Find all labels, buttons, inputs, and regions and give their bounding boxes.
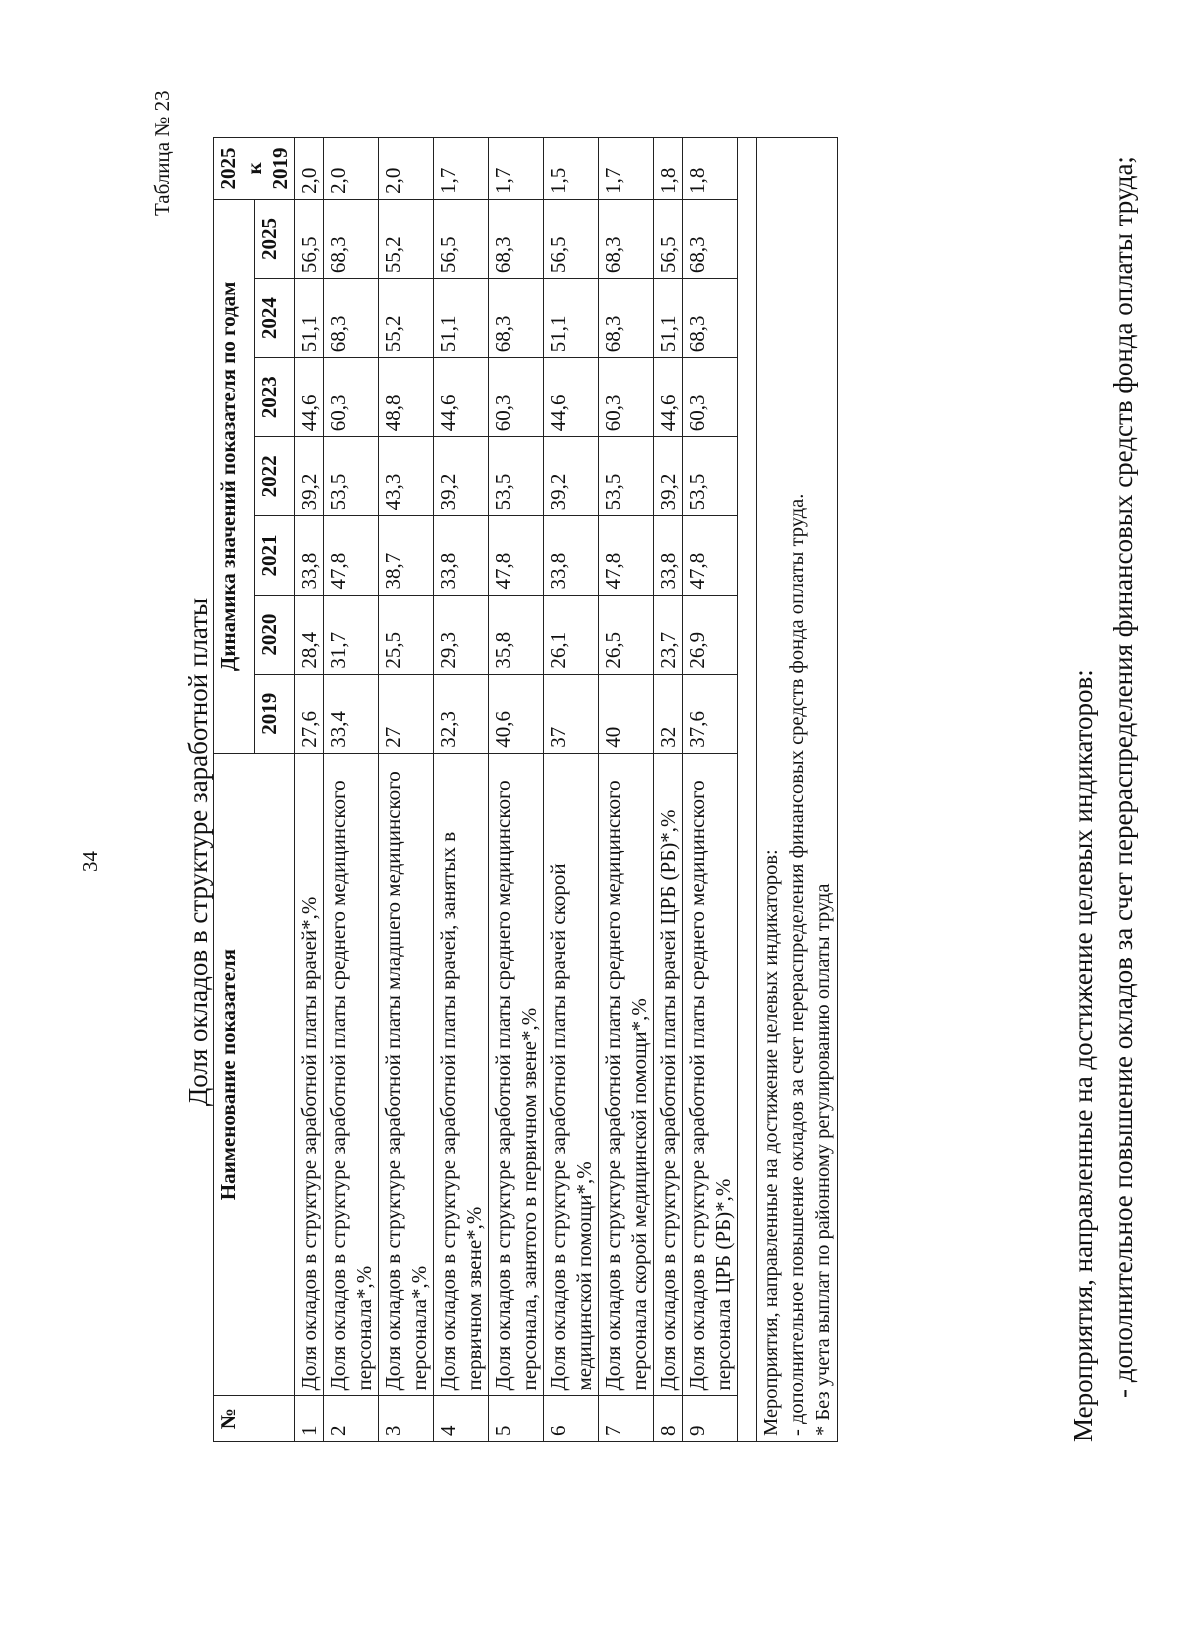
- notes-row: [757, 138, 838, 1442]
- row-name: Доля окладов в структуре заработной платы врачей ЦРБ (РБ)*,%: [654, 753, 683, 1396]
- cell-value: 40,6: [489, 674, 544, 753]
- cell-value: 26,1: [544, 595, 599, 674]
- cell-value: 37: [544, 674, 599, 753]
- spacer-row: [738, 138, 757, 1442]
- cell-value: 56,5: [434, 199, 489, 278]
- row-number: 5: [489, 1396, 544, 1442]
- cell-value: 33,8: [295, 516, 324, 595]
- header-row-1: [214, 138, 255, 1442]
- header-year: 2023: [254, 358, 295, 437]
- table-title: Доля окладов в структуре заработной платы: [183, 597, 213, 1107]
- cell-value: 53,5: [489, 437, 544, 516]
- row-number: 2: [324, 1396, 379, 1442]
- cell-ratio: 1,7: [599, 138, 654, 200]
- row-number: 7: [599, 1396, 654, 1442]
- cell-value: 44,6: [654, 358, 683, 437]
- cell-value: 33,8: [654, 516, 683, 595]
- cell-value: 33,8: [544, 516, 599, 595]
- cell-value: 53,5: [324, 437, 379, 516]
- cell-value: 68,3: [324, 279, 379, 358]
- row-name: Доля окладов в структуре заработной платы среднего медицинского персонала*,%: [324, 753, 379, 1396]
- cell-value: 56,5: [654, 199, 683, 278]
- cell-value: 33,4: [324, 674, 379, 753]
- header-year: 2020: [254, 595, 295, 674]
- cell-value: 25,5: [379, 595, 434, 674]
- row-number: 1: [295, 1396, 324, 1442]
- cell-value: 68,3: [683, 199, 738, 278]
- indicator-table: [213, 137, 838, 1442]
- cell-ratio: 1,8: [654, 138, 683, 200]
- cell-value: 56,5: [544, 199, 599, 278]
- header-year: 2021: [254, 516, 295, 595]
- cell-value: 51,1: [434, 279, 489, 358]
- cell-value: 26,5: [599, 595, 654, 674]
- cell-value: 60,3: [683, 358, 738, 437]
- row-number: 3: [379, 1396, 434, 1442]
- note-line: * Без учета выплат по районному регулированию оплаты труда: [812, 883, 834, 1436]
- row-number: 9: [683, 1396, 738, 1442]
- cell-value: 51,1: [544, 279, 599, 358]
- cell-value: 47,8: [324, 516, 379, 595]
- cell-value: 40: [599, 674, 654, 753]
- table-row: [544, 138, 599, 1442]
- cell-value: 53,5: [683, 437, 738, 516]
- note-line: - дополнительное повышение окладов за счет перераспределения финансовых средств фонда оплаты труда.: [786, 493, 808, 1436]
- measures-heading: Мероприятия, направленные на достижение целевых индикаторов:: [1068, 669, 1098, 1442]
- cell-value: 68,3: [683, 279, 738, 358]
- row-name: Доля окладов в структуре заработной платы младшего медицинского персонала*,%: [379, 753, 434, 1396]
- cell-value: 51,1: [295, 279, 324, 358]
- cell-value: 32,3: [434, 674, 489, 753]
- table-label: Таблица № 23: [150, 90, 174, 216]
- row-number: 8: [654, 1396, 683, 1442]
- cell-value: 60,3: [599, 358, 654, 437]
- cell-value: 43,3: [379, 437, 434, 516]
- cell-value: 55,2: [379, 279, 434, 358]
- cell-value: 27: [379, 674, 434, 753]
- cell-value: 44,6: [544, 358, 599, 437]
- row-name: Доля окладов в структуре заработной платы врачей скорой медицинской помощи*,%: [544, 753, 599, 1396]
- spacer-cell: [738, 138, 757, 1442]
- header-ratio: 2025 к 2019: [214, 138, 295, 200]
- cell-value: 55,2: [379, 199, 434, 278]
- cell-value: 68,3: [489, 279, 544, 358]
- cell-value: 27,6: [295, 674, 324, 753]
- cell-value: 68,3: [599, 199, 654, 278]
- cell-ratio: 2,0: [295, 138, 324, 200]
- cell-value: 44,6: [295, 358, 324, 437]
- cell-value: 33,8: [434, 516, 489, 595]
- row-name: Доля окладов в структуре заработной платы среднего медицинского персонала, занятого в первичном звене*,%: [489, 753, 544, 1396]
- cell-ratio: 1,7: [489, 138, 544, 200]
- header-year: 2025: [254, 199, 295, 278]
- cell-value: 31,7: [324, 595, 379, 674]
- cell-value: 35,8: [489, 595, 544, 674]
- row-name: Доля окладов в структуре заработной платы врачей, занятых в первичном звене*,%: [434, 753, 489, 1396]
- table-row: [683, 138, 738, 1442]
- row-name: Доля окладов в структуре заработной платы среднего медицинского персонала ЦРБ (РБ)*,%: [683, 753, 738, 1396]
- header-dynamics: Динамика значений показателя по годам: [214, 199, 255, 753]
- cell-value: 32: [654, 674, 683, 753]
- cell-ratio: 2,0: [324, 138, 379, 200]
- cell-value: 53,5: [599, 437, 654, 516]
- cell-value: 39,2: [654, 437, 683, 516]
- cell-value: 48,8: [379, 358, 434, 437]
- page-number: 34: [78, 851, 102, 872]
- notes-cell: [757, 138, 838, 1442]
- row-number: 4: [434, 1396, 489, 1442]
- table-row: [295, 138, 324, 1442]
- cell-value: 47,8: [683, 516, 738, 595]
- row-name: Доля окладов в структуре заработной платы среднего медицинского персонала скорой медицинской помощи*,%: [599, 753, 654, 1396]
- cell-ratio: 1,7: [434, 138, 489, 200]
- cell-value: 37,6: [683, 674, 738, 753]
- cell-value: 68,3: [489, 199, 544, 278]
- note-line: Мероприятия, направленные на достижение целевых индикаторов:: [760, 849, 782, 1436]
- cell-value: 68,3: [324, 199, 379, 278]
- cell-value: 29,3: [434, 595, 489, 674]
- cell-ratio: 2,0: [379, 138, 434, 200]
- measures-body: - дополнительное повышение окладов за счет перераспределения финансовых средств фонда оплаты труда;: [1108, 156, 1138, 1398]
- cell-value: 51,1: [654, 279, 683, 358]
- cell-value: 39,2: [544, 437, 599, 516]
- cell-ratio: 1,8: [683, 138, 738, 200]
- cell-value: 39,2: [295, 437, 324, 516]
- header-num: №: [214, 1396, 295, 1442]
- cell-value: 56,5: [295, 199, 324, 278]
- row-name: Доля окладов в структуре заработной платы врачей*,%: [295, 753, 324, 1396]
- header-year: 2022: [254, 437, 295, 516]
- table-row: [654, 138, 683, 1442]
- cell-value: 28,4: [295, 595, 324, 674]
- row-number: 6: [544, 1396, 599, 1442]
- cell-value: 60,3: [324, 358, 379, 437]
- table-row: [489, 138, 544, 1442]
- cell-value: 23,7: [654, 595, 683, 674]
- cell-value: 60,3: [489, 358, 544, 437]
- header-name: Наименование показателя: [214, 753, 295, 1396]
- cell-value: 47,8: [489, 516, 544, 595]
- cell-value: 68,3: [599, 279, 654, 358]
- cell-value: 47,8: [599, 516, 654, 595]
- cell-value: 26,9: [683, 595, 738, 674]
- cell-value: 38,7: [379, 516, 434, 595]
- table-row: [599, 138, 654, 1442]
- header-year: 2019: [254, 674, 295, 753]
- cell-ratio: 1,5: [544, 138, 599, 200]
- header-year: 2024: [254, 279, 295, 358]
- table-row: [324, 138, 379, 1442]
- cell-value: 39,2: [434, 437, 489, 516]
- table-row: [434, 138, 489, 1442]
- table-row: [379, 138, 434, 1442]
- cell-value: 44,6: [434, 358, 489, 437]
